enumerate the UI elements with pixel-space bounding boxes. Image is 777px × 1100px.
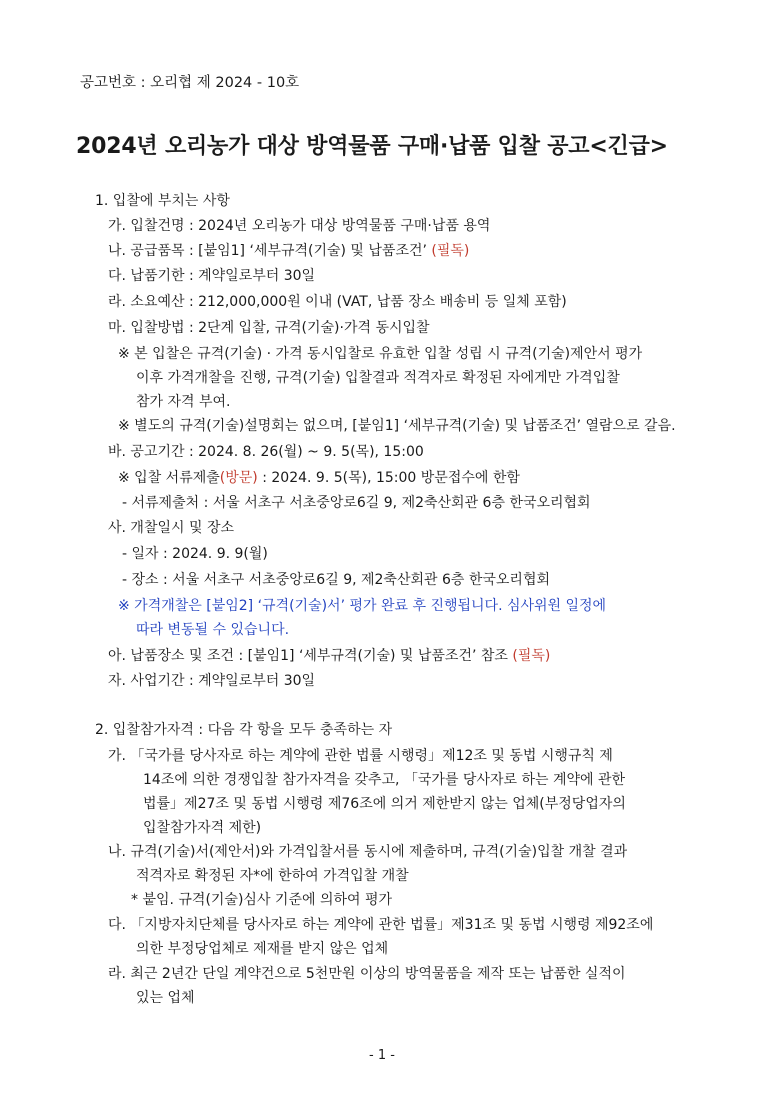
opening-place: - 장소 : 서울 서초구 서초중앙로6길 9, 제2축산회관 6층 한국오리협회 (122, 572, 550, 588)
qual-ga-line2: 14조에 의한 경쟁입찰 참가자격을 갖추고, 「국가를 당사자로 하는 계약에 관한 (143, 772, 626, 788)
page-number: - 1 - (369, 1048, 395, 1063)
notice-number: 공고번호 : 오리협 제 2024 - 10호 (80, 75, 300, 91)
note-price-opening-line1: ※ 가격개찰은 [붙임2] ‘규격(기술)서’ 평가 완료 후 진행됩니다. 심사위원 일정에 (118, 598, 607, 614)
submission-label: ※ 입찰 서류제출 (118, 470, 220, 486)
qual-ga-line3: 법률」제27조 및 동법 시행령 제76조에 의거 제한받지 않는 업체(부정당업자의 (143, 796, 626, 812)
qual-ra-line1: 라. 최근 2년간 단일 계약건으로 5천만원 이상의 방역물품을 제작 또는 납품한 실적이 (108, 966, 626, 982)
submission-place: - 서류제출처 : 서울 서초구 서초중앙로6길 9, 제2축산회관 6층 한국오리협회 (122, 495, 591, 511)
submission-detail: : 2024. 9. 5(목), 15:00 방문접수에 한함 (257, 470, 520, 486)
item-delivery-place (108, 646, 550, 666)
delivery-place-text: 아. 납품장소 및 조건 : [붙임1] ‘세부규격(기술) 및 납품조건’ 참조 (108, 648, 513, 664)
item-opening: 사. 개찰일시 및 장소 (108, 520, 234, 536)
item-delivery-deadline: 다. 납품기한 : 계약일로부터 30일 (108, 268, 316, 284)
must-read-badge-2: (필독) (512, 648, 551, 664)
qual-da-line2: 의한 부정당업체로 제재를 받지 않은 업체 (136, 941, 389, 957)
qual-ra-line2: 있는 업체 (136, 990, 195, 1006)
qual-ga-line4: 입찰참가자격 제한) (143, 820, 262, 836)
item-bid-name: 가. 입찰건명 : 2024년 오리농가 대상 방역물품 구매·납품 용역 (108, 218, 491, 234)
note-eval-line1: ※ 본 입찰은 규격(기술) · 가격 동시입찰로 유효한 입찰 성립 시 규격(기술)제안서 평가 (118, 346, 643, 362)
supply-item-text: 나. 공급품목 : [붙임1] ‘세부규격(기술) 및 납품조건’ (108, 243, 427, 259)
item-budget: 라. 소요예산 : 212,000,000원 이내 (VAT, 납품 장소 배송비 등 일체 포함) (108, 294, 567, 310)
qual-ga-line1: 가. 「국가를 당사자로 하는 계약에 관한 법률 시행령」제12조 및 동법 시행규칙 제 (108, 748, 613, 764)
opening-date: - 일자 : 2024. 9. 9(월) (122, 546, 268, 562)
qual-na-note: * 붙임. 규격(기술)심사 기준에 의하여 평가 (131, 892, 393, 908)
must-read-badge: (필독) (431, 243, 470, 259)
visit-badge: (방문) (219, 470, 258, 486)
section1-heading: 1. 입찰에 부치는 사항 (95, 193, 230, 209)
note-document-submission (118, 468, 520, 488)
note-briefing: ※ 별도의 규격(기술)설명회는 없으며, [붙임1] ‘세부규격(기술) 및 납품조건’ 열람으로 갈음. (118, 418, 676, 434)
qual-da-line1: 다. 「지방자치단체를 당사자로 하는 계약에 관한 법률」제31조 및 동법 시행령 제92조에 (108, 917, 654, 933)
item-project-period: 자. 사업기간 : 계약일로부터 30일 (108, 673, 316, 689)
note-eval-line3: 참가 자격 부여. (136, 394, 231, 410)
item-bid-method: 마. 입찰방법 : 2단계 입찰, 규격(기술)·가격 동시입찰 (108, 320, 430, 336)
section2-heading: 2. 입찰참가자격 : 다음 각 항을 모두 충족하는 자 (95, 722, 393, 738)
note-price-opening-line2: 따라 변동될 수 있습니다. (136, 622, 290, 638)
note-eval-line2: 이후 가격개찰을 진행, 규격(기술) 입찰결과 적격자로 확정된 자에게만 가격입찰 (136, 370, 620, 386)
qual-na-line2: 적격자로 확정된 자*에 한하여 가격입찰 개찰 (136, 868, 409, 884)
item-notice-period: 바. 공고기간 : 2024. 8. 26(월) ~ 9. 5(목), 15:00 (108, 444, 424, 460)
page-title: 2024년 오리농가 대상 방역물품 구매·납품 입찰 공고<긴급> (76, 134, 668, 159)
item-supply-item (108, 241, 469, 261)
qual-na-line1: 나. 규격(기술)서(제안서)와 가격입찰서를 동시에 제출하며, 규격(기술)입찰 개찰 결과 (108, 844, 628, 860)
